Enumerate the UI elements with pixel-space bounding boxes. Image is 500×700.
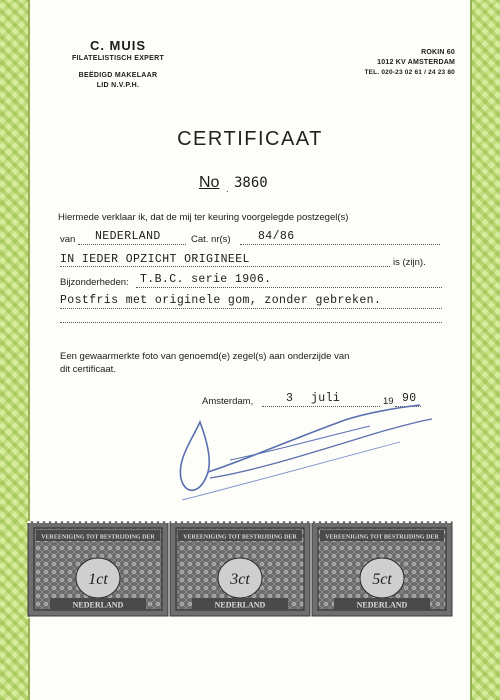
page-title: CERTIFICAAT (177, 128, 323, 150)
particulars-value: T.B.C. serie 1906. (140, 273, 272, 286)
phone-number: TEL. 020-23 02 61 / 24 23 80 (364, 69, 455, 76)
number-label: No (199, 174, 220, 191)
stamp-3-value: 5ct (372, 571, 392, 588)
extra-dotted-line (60, 322, 442, 323)
particulars-dotted-line (136, 287, 442, 288)
address-city: 1012 KV AMSTERDAM (377, 59, 455, 66)
address-street: ROKIN 60 (421, 49, 455, 56)
stamp-2-country: NEDERLAND (214, 600, 266, 610)
stamp-1-country: NEDERLAND (72, 600, 124, 610)
place-text: Amsterdam, (202, 396, 254, 407)
condition-text: Postfris met originele gom, zonder gebreken. (60, 294, 382, 307)
stamp-3-banner: VEREENIGING TOT BESTRIJDING DER (325, 534, 439, 541)
catalog-dotted-line (240, 244, 440, 245)
stamp-2-value: 3ct (230, 571, 250, 588)
country-value: NEDERLAND (95, 230, 161, 243)
catalog-numbers: 84/86 (258, 230, 295, 243)
catalog-label: Cat. nr(s) (191, 234, 231, 245)
condition-dotted-line (60, 308, 442, 309)
verdict-text: IN IEDER OPZICHT ORIGINEEL (60, 253, 250, 266)
year-suffix: 90 (402, 392, 417, 405)
declaration-text: Hiermede verklaar ik, dat de mij ter keuring voorgelegde postzegel(s) (58, 212, 349, 223)
number-dot: . (226, 184, 229, 194)
stamp-photo-strip (26, 520, 476, 620)
particulars-label: Bijzonderheden: (60, 277, 129, 288)
date-day: 3 (286, 392, 294, 405)
verdict-suffix: is (zijn). (393, 257, 426, 268)
verdict-dotted-line (60, 266, 390, 267)
van-label: van (60, 234, 76, 245)
expert-subtitle: FILATELISTISCH EXPERT (71, 55, 165, 62)
photo-note-line2: dit certificaat. (60, 364, 116, 375)
stamp-1-value: 1ct (88, 571, 108, 588)
country-dotted-line (78, 244, 186, 245)
expert-role: BEËDIGD MAKELAAR (78, 72, 158, 79)
handwritten-signature (170, 400, 440, 510)
stamp-3-country: NEDERLAND (356, 600, 408, 610)
photo-note-line1: Een gewaarmerkte foto van genoemd(e) zegel(s) aan onderzijde van (60, 351, 350, 362)
expert-membership: LID N.V.P.H. (96, 82, 140, 89)
expert-name: C. MUIS (89, 38, 147, 53)
date-month: juli (311, 392, 341, 405)
year-prefix: 19 (383, 396, 394, 407)
certificate-number: 3860 (234, 175, 268, 191)
stamp-2-banner: VEREENIGING TOT BESTRIJDING DER (183, 534, 297, 541)
stamp-1-banner: VEREENIGING TOT BESTRIJDING DER (41, 534, 155, 541)
